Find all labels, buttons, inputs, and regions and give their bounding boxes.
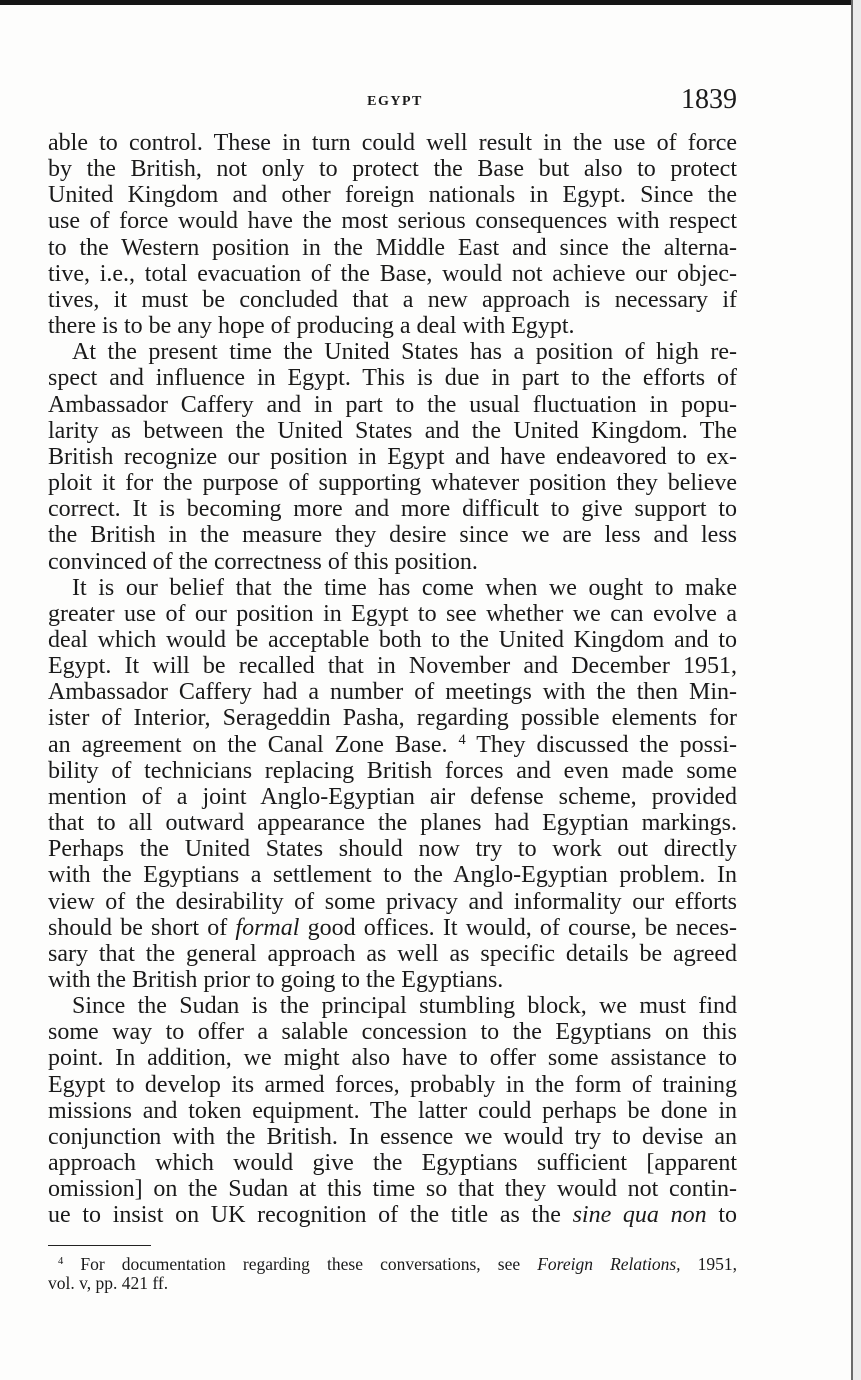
text-line: It is our belief that the time has come when we ought to make (72, 574, 737, 601)
body-text (48, 130, 737, 1229)
text-line: ploit it for the purpose of supporting whatever position they believe (48, 470, 737, 497)
text-line: missions and token equipment. The latter could perhaps be done in (48, 1097, 737, 1124)
text-segment: an agreement on the Canal Zone Base. (48, 731, 448, 758)
text-line: tives, it must be concluded that a new approach is necessary if (48, 286, 737, 313)
italic-text: Foreign Relations, (537, 1254, 681, 1274)
text-line: Ambassador Caffery and in part to the usual fluctuation in popu- (48, 391, 737, 418)
text-line: use of force would have the most serious consequences with respect (48, 208, 737, 235)
text-line: tive, i.e., total evacuation of the Base, would not achieve our objec- (48, 260, 737, 287)
text-line: to the Western position in the Middle East and since the alterna- (48, 234, 737, 261)
text-segment: 1951, (697, 1254, 738, 1274)
text-line: larity as between the United States and the United Kingdom. The (48, 417, 737, 444)
footnote-marker: 4 (58, 1256, 64, 1268)
text-line: with the Egyptians a settlement to the Anglo-Egyptian problem. In (48, 862, 737, 889)
text-line: Egypt. It will be recalled that in November and December 1951, (48, 653, 737, 680)
text-line: view of the desirability of some privacy and informality our efforts (48, 888, 737, 915)
text-line: able to control. These in turn could well result in the use of force (48, 130, 737, 156)
footnote-line (48, 1255, 737, 1274)
text-line (48, 915, 737, 941)
paragraph (48, 575, 737, 994)
footnote (48, 1255, 737, 1293)
text-line: correct. It is becoming more and more difficult to give support to (48, 496, 737, 523)
text-line: convinced of the correctness of this position. (48, 548, 478, 575)
footnote-reference: 4 (458, 731, 466, 748)
text-line: Ambassador Caffery had a number of meetings with the then Min- (48, 679, 737, 706)
text-line (48, 1202, 737, 1228)
text-line: ister of Interior, Serageddin Pasha, regarding possible elements for (48, 705, 737, 732)
text-line: conjunction with the British. In essence we would try to devise an (48, 1123, 737, 1150)
footnote-line: vol. v, pp. 421 ff. (48, 1273, 169, 1293)
running-head: EGYPT (367, 94, 423, 109)
text-line: some way to offer a salable concession to the Egyptians on this (48, 1019, 737, 1046)
text-segment: ue to insist on UK recognition of the title as the (48, 1202, 561, 1229)
text-line: deal which would be acceptable both to the United Kingdom and to (48, 626, 737, 653)
text-segment: should be short of (48, 914, 228, 941)
italic-text: formal (235, 914, 300, 941)
paragraph (48, 993, 737, 1228)
page-number: 1839 (681, 84, 737, 115)
text-segment: good offices. It would, of course, be neces- (307, 914, 738, 941)
text-line: Since the Sudan is the principal stumbling block, we must find (72, 993, 737, 1020)
text-line: omission] on the Sudan at this time so that they would not contin- (48, 1176, 737, 1203)
text-line: United Kingdom and other foreign nationals in Egypt. Since the (48, 182, 737, 209)
text-line: there is to be any hope of producing a deal with Egypt. (48, 313, 575, 340)
footnote-rule (48, 1245, 151, 1246)
text-line: greater use of our position in Egypt to see whether we can evolve a (48, 600, 737, 627)
text-line: British recognize our position in Egypt and have endeavored to ex- (48, 443, 737, 470)
text-line: by the British, not only to protect the Base but also to protect (48, 156, 737, 183)
text-line: Egypt to develop its armed forces, probably in the form of training (48, 1071, 737, 1098)
text-line: that to all outward appearance the planes had Egyptian markings. (48, 810, 737, 837)
text-line: with the British prior to going to the Egyptians. (48, 967, 504, 993)
scan-margin (853, 0, 861, 1380)
text-line: Perhaps the United States should now try to work out directly (48, 836, 737, 863)
text-line: bility of technicians replacing British forces and even made some (48, 757, 737, 784)
text-line: approach which would give the Egyptians sufficient [apparent (48, 1150, 737, 1177)
text-line (48, 732, 737, 758)
paragraph (48, 339, 737, 574)
text-line: At the present time the United States has a position of high re- (72, 339, 737, 366)
text-line: sary that the general approach as well as specific details be agreed (48, 940, 737, 967)
text-line: point. In addition, we might also have to offer some assistance to (48, 1045, 737, 1072)
paragraph (48, 130, 737, 339)
text-segment: They discussed the possi- (476, 731, 738, 758)
text-line: mention of a joint Anglo-Egyptian air defense scheme, provided (48, 783, 737, 810)
text-line: spect and influence in Egypt. This is due in part to the efforts of (48, 365, 737, 392)
text-segment: For documentation regarding these conversations, see (80, 1254, 521, 1274)
scan-top-edge (0, 0, 861, 5)
text-segment: to (718, 1202, 738, 1229)
italic-text: sine qua non (572, 1202, 707, 1229)
text-line: the British in the measure they desire since we are less and less (48, 522, 737, 549)
